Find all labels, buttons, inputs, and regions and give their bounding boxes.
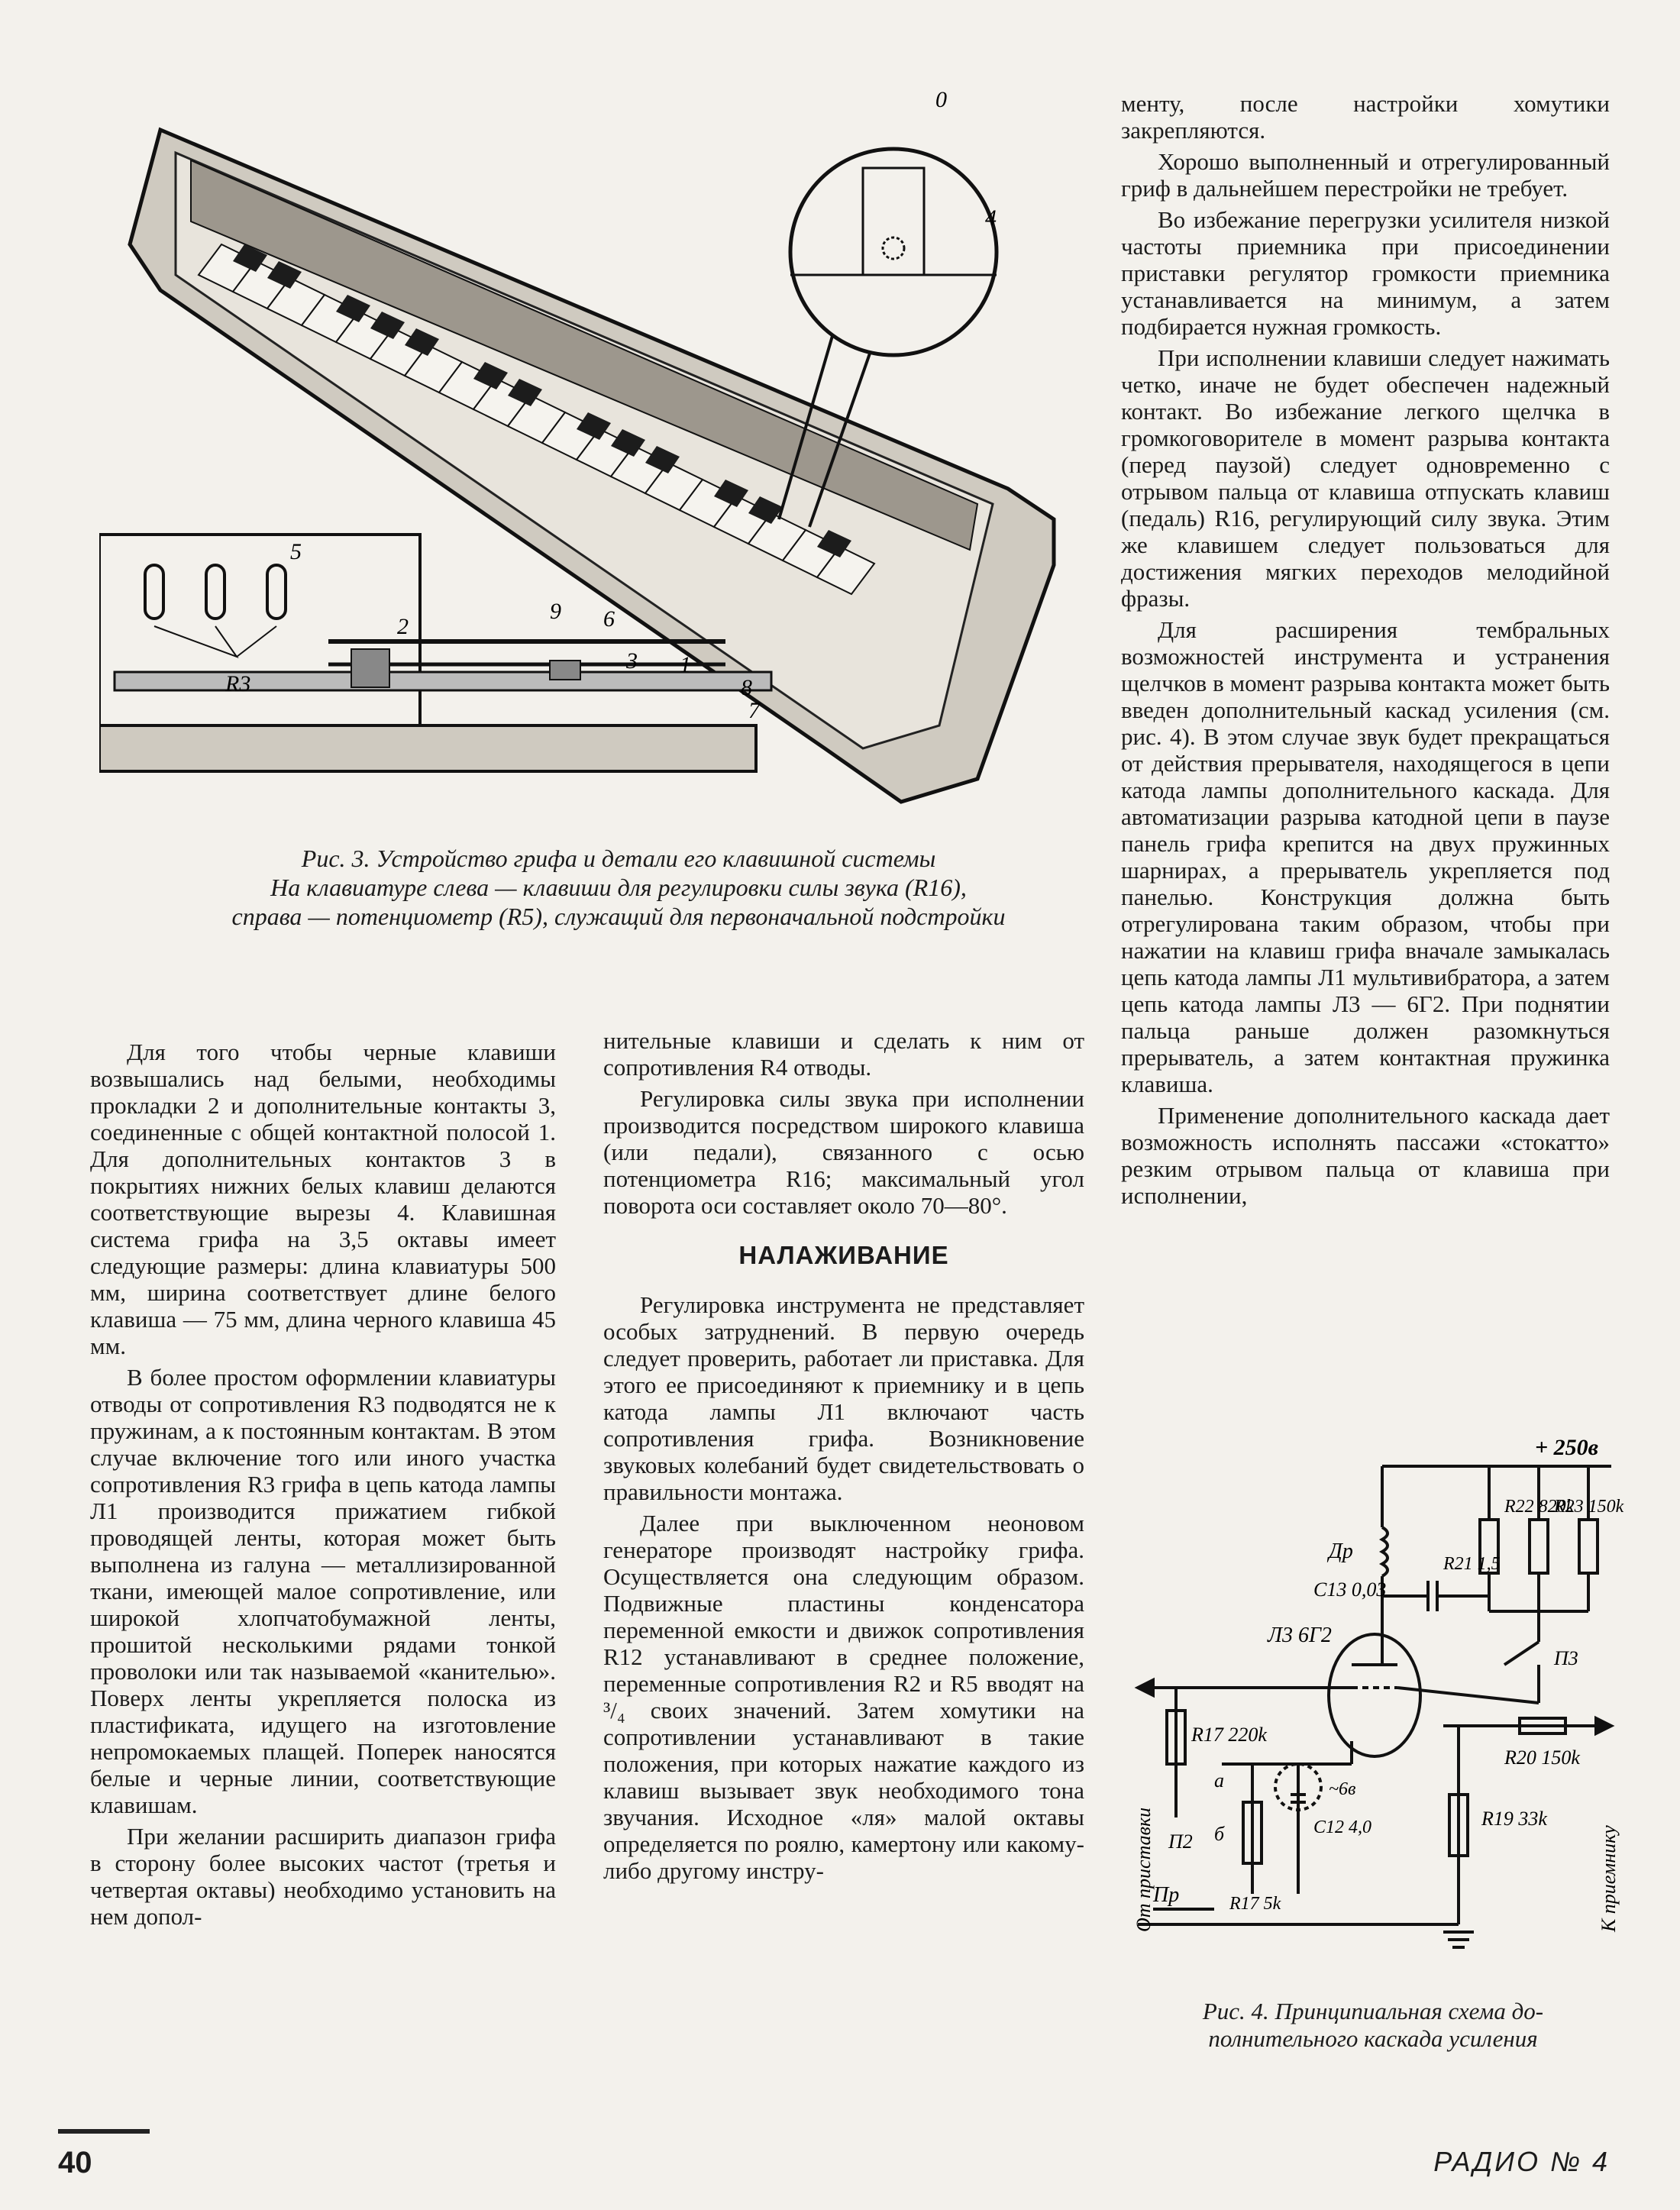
fig3-label-9: 9 <box>550 599 561 624</box>
figure-4-caption-line-2: полнительного каскада усиления <box>1208 2025 1538 2052</box>
fig4-r21-label: R21 1,5 <box>1443 1554 1501 1574</box>
figure-3-caption-line-3: справа — потенциометр (R5), служащий для первоначальной подстройки <box>231 903 1006 930</box>
col3-paragraph-6: Применение дополнительного каскада дает возможность исполнять пассажи «стокатто» резким отрывом пальца от клавиша при исполнении, <box>1121 1102 1610 1209</box>
fig3-label-r3: R3 <box>225 671 251 696</box>
figure-3-caption-line-1: Рис. 3. Устройство грифа и детали его клавишной системы <box>301 845 936 872</box>
fig3-label-6: 6 <box>603 606 615 632</box>
fig4-r23-label: R23 150k <box>1554 1497 1624 1517</box>
col3-paragraph-5: Для расширения тембральных возможностей инструмента и устранения щелчков в момент разрыва контакта может быть введен дополнительный каскад усиления (см. рис. 4). В этом случае звук будет прекращаться от действия прерывателя, находящегося в цепи катода лампы дополнительного каскада. Для автоматизации разрыва катодной цепи в паузе панель грифа крепится на двух пружинных шарнирах, а прерыватель укрепляется под панелью. Конструкция должна быть отрегулирована таким образом, чтобы при нажатии на клавиш грифа вначале замыкалась цепь катода лампы Л1 мультивибратора, а затем цепь катода лампы Л3 — 6Г2. При поднятии пальца раньше должен разомкнуться прерыватель, а затем контактная пружинка клавиша. <box>1121 616 1610 1097</box>
fig4-c12-label: C12 4,0 <box>1313 1817 1372 1837</box>
fig4-r17b-label: R17 5k <box>1229 1894 1281 1914</box>
col3-paragraph-3: Во избежание перегрузки усилителя низкой частоты приемника при присоединении приставки регулятор громкости приемника устанавливается на минимум, а затем подбирается нужная громкость. <box>1121 206 1610 340</box>
fig3-label-4: 4 <box>985 205 997 231</box>
page-number: 40 <box>58 2146 92 2179</box>
fig4-a-label: а <box>1214 1769 1224 1792</box>
fig3-label-7: 7 <box>748 698 760 723</box>
column-3 <box>1121 90 1610 1213</box>
fig3-label-8: 8 <box>741 675 752 700</box>
fig4-r19-label: R19 33k <box>1481 1808 1547 1830</box>
fig3-label-2: 2 <box>397 614 409 639</box>
col3-paragraph-4: При исполнении клавиши следует нажимать четко, иначе не будет обеспечен надежный контакт. Во избежание легкого щелчка в громкоговорителе в момент разрыва контакта (перед паузой) следует одновременно с отрывом пальца от клавиша отпускать клавиш (педаль) R16, регулирующий силу звука. Этим же клавишем следует пользоваться для достижения мягких переходов мелодийной фразы. <box>1121 344 1610 612</box>
journal-title: РАДИО № 4 <box>1433 2146 1610 2177</box>
fig4-choke-label: Др <box>1329 1540 1353 1563</box>
col3-paragraph-2: Хорошо выполненный и отрегулированный гриф в дальнейшем перестройки не требует. <box>1121 148 1610 202</box>
figure-3-illustration <box>99 92 1107 825</box>
col1-paragraph-1: Для того чтобы черные клавиши возвышались над белыми, необходимы прокладки 2 и дополнительные контакты 3, соединенные с общей контактной полосой 1. Для дополнительных контактов 3 в покрытиях нижних белых клавиш делаются соответствующие вырезы 4. Клавишная система грифа на 3,5 октавы имеет следующие размеры: длина клавиатуры 500 мм, ширина соответствует длине белого клавиша — 75 мм, длина черного клавиша 45 мм. <box>90 1039 556 1359</box>
fig4-r20-label: R20 150k <box>1504 1746 1580 1769</box>
fig4-p2-label: П2 <box>1168 1830 1193 1853</box>
column-2 <box>603 1027 1084 1889</box>
figure-4-schematic <box>1123 1436 1627 1985</box>
fig4-c13-label: C13 0,03 <box>1313 1578 1387 1601</box>
fig3-label-1: 1 <box>680 652 691 677</box>
fig3-label-0: 0 <box>935 92 947 112</box>
fig4-r17a-label: R17 220k <box>1191 1724 1267 1746</box>
fig4-b-label: б <box>1214 1823 1225 1845</box>
fig4-tube-label: Л3 6Г2 <box>1268 1624 1332 1647</box>
fig4-r22-label: R22 820k <box>1504 1497 1575 1517</box>
col1-paragraph-2: В более простом оформлении клавиатуры отводы от сопротивления R3 подводятся не к пружинам, а к постоянным контактам. В этом случае включение того или иного участка сопротивления R3 грифа в цепь катода лампы Л1 производится прижатием гибкой проводящей ленты, которая может быть выполнена из галуна — металлизированной ткани, имеющей малое сопротивление, или широкой хлопчатобумажной ленты, прошитой несколькими рядами тонкой проволоки или так называемой «канителью». Поверх ленты укрепляется полоска из пластификата, идущего на изготовление непромокаемых плащей. Поперек наносятся белые и черные линии, соответствующие клавишам. <box>90 1364 556 1818</box>
column-1 <box>90 1039 556 1934</box>
fig4-from-label: От приставки <box>1132 1807 1155 1932</box>
fig3-label-3: 3 <box>626 648 638 674</box>
section-heading: НАЛАЖИВАНИЕ <box>738 1241 949 1269</box>
fig4-to-label: К приемнику <box>1598 1825 1620 1932</box>
col2-paragraph-1: нительные клавиши и сделать к ним от сопротивления R4 отводы. <box>603 1027 1084 1081</box>
figure-3-caption <box>137 844 1100 931</box>
detail-circle <box>790 149 997 355</box>
cross-section-panel <box>99 535 420 725</box>
fig4-p3-label: П3 <box>1554 1647 1578 1669</box>
figure-4-caption <box>1129 1998 1617 2053</box>
fig4-6v-label: ~6в <box>1329 1779 1356 1799</box>
col2-paragraph-4: Далее при выключенном неоновом генераторе производят настройку грифа. Осуществляется она следующим образом. Подвижные пластины конденсатора переменной емкости и движок сопротивления R12 устанавливают в среднее положение, переменные сопротивления R2 и R5 вводят на ³/₄ своих значений. Затем хомутики на сопротивлении устанавливают в такие положения, при которых нажатие каждого из клавиш вызывает звук необходимого тона звучания. Исходное «ля» малой октавы определяется по роялю, камертону или какому-либо другому инстру- <box>603 1510 1084 1884</box>
col1-paragraph-3: При желании расширить диапазон грифа в сторону более высоких частот (третья и четвертая октавы) необходимо установить на нем допол- <box>90 1823 556 1930</box>
fig4-pr-label: Пр <box>1153 1883 1180 1907</box>
col2-paragraph-2: Регулировка силы звука при исполнении производится посредством широкого клавиша (или педали), связанного с осью потенциометра R16; максимальный угол поворота оси составляет около 70—80°. <box>603 1085 1084 1219</box>
col2-paragraph-3: Регулировка инструмента не представляет особых затруднений. В первую очередь следует проверить, работает ли приставка. Для этого ее присоединяют к приемнику и в цепь катода лампы Л1 включают часть сопротивления грифа. Возникновение звуковых колебаний будет свидетельствовать о правильности монтажа. <box>603 1291 1084 1505</box>
figure-3-caption-line-2: На клавиатуре слева — клавиши для регулировки силы звука (R16), <box>270 874 967 901</box>
figure-4-caption-line-1: Рис. 4. Принципиальная схема до- <box>1202 1998 1544 2024</box>
col3-paragraph-1: менту, после настройки хомутики закрепляются. <box>1121 90 1610 144</box>
fig3-label-5: 5 <box>290 539 302 564</box>
page-number-rule <box>58 2129 150 2134</box>
fig4-supply-label: + 250в <box>1535 1436 1598 1460</box>
